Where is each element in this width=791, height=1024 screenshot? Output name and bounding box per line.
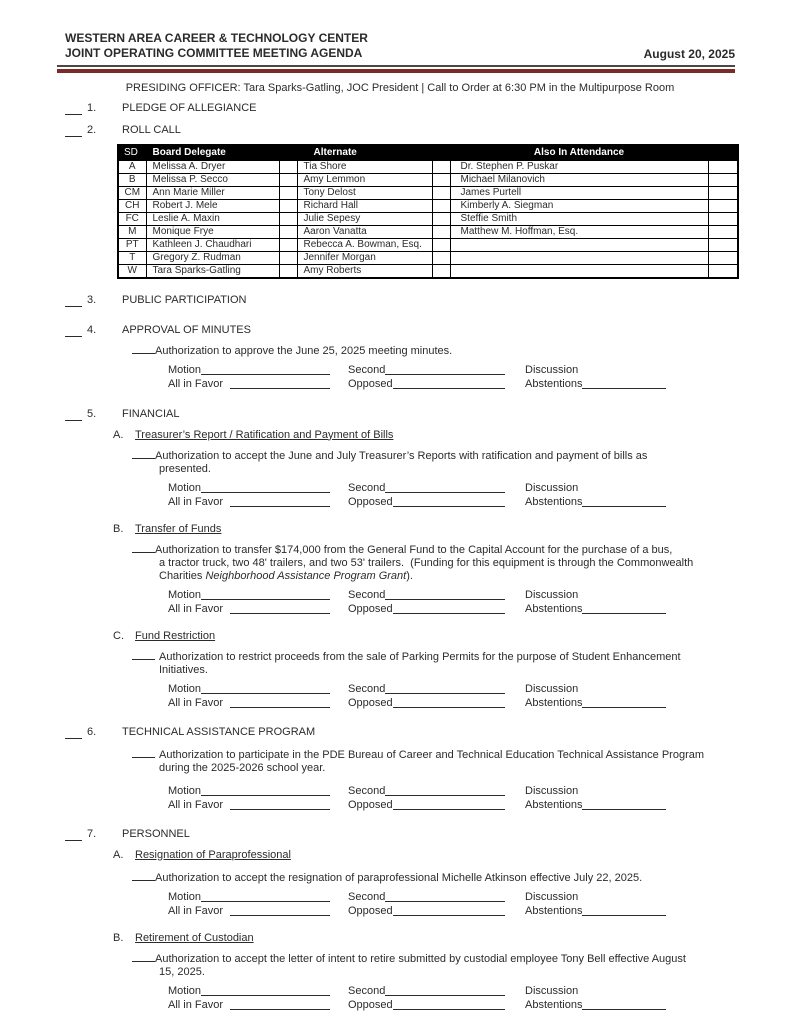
sub-item-5a xyxy=(113,429,735,442)
vote-blank-line xyxy=(132,951,155,962)
delegate-cell: Ann Marie Miller xyxy=(146,186,279,199)
sub-item-letter: B. xyxy=(113,931,124,944)
abstentions-line xyxy=(582,998,666,1010)
check-cell xyxy=(708,264,738,278)
item-number: 5. xyxy=(87,407,97,420)
check-cell xyxy=(432,225,450,238)
attendance-cell xyxy=(450,264,708,278)
check-cell xyxy=(708,186,738,199)
sub-item-title: Retirement of Custodian xyxy=(135,931,254,944)
alternate-cell: Aaron Vanatta xyxy=(297,225,432,238)
opposed-line xyxy=(393,495,505,507)
vote-blank-line xyxy=(132,343,155,354)
agenda-item-2 xyxy=(65,124,735,137)
motion-line xyxy=(201,890,330,902)
delegate-cell: Tara Sparks-Gatling xyxy=(146,264,279,278)
authorization-text: Authorization to restrict proceeds from the sale of Parking Permits for the purpose of Student Enhancement xyxy=(159,650,681,663)
check-cell xyxy=(708,212,738,225)
second-line xyxy=(385,363,505,375)
abstentions-line xyxy=(582,696,666,708)
table-row xyxy=(118,225,738,238)
opposed-label: Opposed xyxy=(348,377,393,390)
attendance-cell: Kimberly A. Siegman xyxy=(450,199,708,212)
attendance-cell: Michael Milanovich xyxy=(450,173,708,186)
check-cell xyxy=(432,186,450,199)
motion-line xyxy=(201,481,330,493)
abstentions-label: Abstentions xyxy=(525,904,583,917)
second-line xyxy=(385,682,505,694)
sd-cell: PT xyxy=(118,238,146,251)
org-title-line2: JOINT OPERATING COMMITTEE MEETING AGENDA xyxy=(65,46,363,60)
opposed-label: Opposed xyxy=(348,696,393,709)
abstentions-label: Abstentions xyxy=(525,998,583,1011)
sd-cell: FC xyxy=(118,212,146,225)
check-cell xyxy=(708,225,738,238)
motion-label: Motion xyxy=(168,784,202,797)
alternate-cell: Tony Delost xyxy=(297,186,432,199)
check-cell xyxy=(708,238,738,251)
authorization-text: Authorization to accept the June and July Treasurer’s Reports with ratification and payment of bills as xyxy=(155,449,648,462)
delegate-cell: Monique Frye xyxy=(146,225,279,238)
attendance-cell: Steffie Smith xyxy=(450,212,708,225)
sub-item-letter: A. xyxy=(113,848,124,861)
check-blank-line xyxy=(65,126,82,137)
second-label: Second xyxy=(348,682,386,695)
motion-line xyxy=(201,588,330,600)
discussion-label: Discussion xyxy=(525,588,579,601)
abstentions-label: Abstentions xyxy=(525,377,583,390)
authorization-text: presented. xyxy=(159,462,211,475)
check-blank-line xyxy=(65,326,82,337)
table-row xyxy=(118,212,738,225)
item-title: PLEDGE OF ALLEGIANCE xyxy=(122,102,257,114)
check-cell xyxy=(432,238,450,251)
item-number: 3. xyxy=(87,293,97,306)
opposed-line xyxy=(393,904,505,916)
roll-call-table xyxy=(117,144,739,279)
check-cell xyxy=(432,251,450,264)
alternate-cell: Amy Roberts xyxy=(297,264,432,278)
attendance-cell: Dr. Stephen P. Puskar xyxy=(450,160,708,173)
check-cell xyxy=(708,199,738,212)
check-cell xyxy=(279,264,297,278)
abstentions-line xyxy=(582,798,666,810)
sub-item-title: Treasurer’s Report / Ratification and Payment of Bills xyxy=(135,428,394,441)
sub-item-letter: B. xyxy=(113,522,124,535)
org-title-line1: WESTERN AREA CAREER & TECHNOLOGY CENTER xyxy=(65,31,368,45)
authorization-item-6 xyxy=(132,747,735,775)
col-header-delegate: Board Delegate xyxy=(146,145,279,160)
sub-item-7b xyxy=(113,932,735,945)
check-blank-line xyxy=(65,410,82,421)
opposed-line xyxy=(393,798,505,810)
delegate-cell: Melissa A. Dryer xyxy=(146,160,279,173)
authorization-text: during the 2025-2026 school year. xyxy=(159,761,326,774)
sd-cell: B xyxy=(118,173,146,186)
all-in-favor-line xyxy=(230,998,330,1010)
motion-line xyxy=(201,984,330,996)
check-blank-line xyxy=(65,104,82,115)
page-header xyxy=(65,31,735,61)
check-cell xyxy=(279,160,297,173)
grant-name-italic: Neighborhood Assistance Program Grant xyxy=(205,569,407,582)
check-cell xyxy=(279,225,297,238)
presiding-officer-line: PRESIDING OFFICER: Tara Sparks-Gatling, JOC President | Call to Order at 6:30 PM in the Multipurpose Room xyxy=(125,82,675,94)
item-title: TECHNICAL ASSISTANCE PROGRAM xyxy=(122,725,316,738)
second-line xyxy=(385,984,505,996)
all-in-favor-label: All in Favor xyxy=(168,798,227,811)
attendance-cell xyxy=(450,251,708,264)
vote-blank-line xyxy=(132,649,155,660)
abstentions-line xyxy=(582,495,666,507)
check-cell xyxy=(279,251,297,264)
check-col-header xyxy=(708,145,738,160)
sub-item-5c xyxy=(113,630,735,643)
attendance-cell xyxy=(450,238,708,251)
opposed-line xyxy=(393,602,505,614)
motion-block xyxy=(168,588,735,616)
authorization-item-5a xyxy=(132,448,735,476)
abstentions-label: Abstentions xyxy=(525,602,583,615)
second-label: Second xyxy=(348,481,386,494)
all-in-favor-label: All in Favor xyxy=(168,377,227,390)
all-in-favor-line xyxy=(230,377,330,389)
table-row xyxy=(118,186,738,199)
all-in-favor-line xyxy=(230,495,330,507)
authorization-text: Authorization to transfer $174,000 from the General Fund to the Capital Account for the purchase of a bus, xyxy=(155,543,673,556)
opposed-line xyxy=(393,998,505,1010)
delegate-cell: Leslie A. Maxin xyxy=(146,212,279,225)
motion-label: Motion xyxy=(168,363,202,376)
check-cell xyxy=(432,264,450,278)
attendance-cell: Matthew M. Hoffman, Esq. xyxy=(450,225,708,238)
agenda-item-7 xyxy=(65,828,735,841)
motion-label: Motion xyxy=(168,890,202,903)
motion-block xyxy=(168,481,735,509)
alternate-cell: Richard Hall xyxy=(297,199,432,212)
opposed-line xyxy=(393,696,505,708)
sd-cell: A xyxy=(118,160,146,173)
table-row xyxy=(118,160,738,173)
authorization-item-4 xyxy=(132,343,735,358)
item-title: PERSONNEL xyxy=(122,827,190,840)
discussion-label: Discussion xyxy=(525,481,579,494)
attendance-cell: James Purtell xyxy=(450,186,708,199)
opposed-line xyxy=(393,377,505,389)
abstentions-line xyxy=(582,377,666,389)
sub-item-7a xyxy=(113,849,735,862)
sd-cell: T xyxy=(118,251,146,264)
opposed-label: Opposed xyxy=(348,998,393,1011)
all-in-favor-label: All in Favor xyxy=(168,904,227,917)
authorization-text: Charities Neighborhood Assistance Program Grant). xyxy=(159,569,413,582)
divider-thick-line xyxy=(57,69,735,73)
sd-cell: CM xyxy=(118,186,146,199)
agenda-item-3 xyxy=(65,294,735,307)
second-label: Second xyxy=(348,588,386,601)
abstentions-label: Abstentions xyxy=(525,696,583,709)
second-label: Second xyxy=(348,363,386,376)
motion-line xyxy=(201,363,330,375)
second-line xyxy=(385,588,505,600)
table-row xyxy=(118,199,738,212)
col-header-attendance: Also In Attendance xyxy=(450,145,708,160)
second-line xyxy=(385,481,505,493)
discussion-label: Discussion xyxy=(525,984,579,997)
item-title: PUBLIC PARTICIPATION xyxy=(122,293,247,306)
sub-item-title: Fund Restriction xyxy=(135,629,216,642)
second-line xyxy=(385,784,505,796)
motion-label: Motion xyxy=(168,984,202,997)
meeting-date: August 20, 2025 xyxy=(643,47,735,61)
motion-label: Motion xyxy=(168,588,202,601)
discussion-label: Discussion xyxy=(525,890,579,903)
item-title: ROLL CALL xyxy=(122,124,181,136)
check-cell xyxy=(279,186,297,199)
table-header-row xyxy=(118,145,738,160)
all-in-favor-line xyxy=(230,798,330,810)
all-in-favor-line xyxy=(230,602,330,614)
check-blank-line xyxy=(65,728,82,739)
check-cell xyxy=(432,173,450,186)
all-in-favor-line xyxy=(230,696,330,708)
sd-cell: W xyxy=(118,264,146,278)
agenda-item-5 xyxy=(65,408,735,421)
sub-item-letter: C. xyxy=(113,629,124,642)
delegate-cell: Robert J. Mele xyxy=(146,199,279,212)
item-title: FINANCIAL xyxy=(122,407,180,420)
alternate-cell: Rebecca A. Bowman, Esq. xyxy=(297,238,432,251)
all-in-favor-label: All in Favor xyxy=(168,495,227,508)
vote-blank-line xyxy=(132,542,155,553)
table-row xyxy=(118,264,738,278)
second-label: Second xyxy=(348,890,386,903)
all-in-favor-label: All in Favor xyxy=(168,696,227,709)
motion-label: Motion xyxy=(168,682,202,695)
item-number: 4. xyxy=(87,323,97,336)
all-in-favor-label: All in Favor xyxy=(168,998,227,1011)
check-cell xyxy=(279,199,297,212)
check-blank-line xyxy=(65,296,82,307)
second-line xyxy=(385,890,505,902)
item-number: 6. xyxy=(87,725,97,738)
check-cell xyxy=(432,199,450,212)
agenda-item-6 xyxy=(65,726,735,739)
authorization-item-7a xyxy=(132,870,735,885)
agenda-item-1 xyxy=(65,102,735,115)
alternate-cell: Julie Sepesy xyxy=(297,212,432,225)
vote-blank-line xyxy=(132,448,155,459)
motion-block xyxy=(168,363,735,391)
check-cell xyxy=(279,238,297,251)
table-row xyxy=(118,238,738,251)
agenda-item-4 xyxy=(65,324,735,337)
item-number: 1. xyxy=(87,102,97,114)
authorization-text: Authorization to accept the letter of intent to retire submitted by custodial employee Tony Bell effective August xyxy=(155,952,686,965)
opposed-label: Opposed xyxy=(348,495,393,508)
sub-item-letter: A. xyxy=(113,428,124,441)
opposed-label: Opposed xyxy=(348,798,393,811)
sd-cell: CH xyxy=(118,199,146,212)
check-col-header xyxy=(279,145,297,160)
motion-line xyxy=(201,784,330,796)
sub-item-title: Resignation of Paraprofessional xyxy=(135,848,291,861)
table-row xyxy=(118,251,738,264)
table-row xyxy=(118,173,738,186)
sd-cell: M xyxy=(118,225,146,238)
all-in-favor-label: All in Favor xyxy=(168,602,227,615)
authorization-text: Authorization to accept the resignation of paraprofessional Michelle Atkinson effective July 22, 2025. xyxy=(155,871,643,884)
sub-item-title: Transfer of Funds xyxy=(135,522,222,535)
motion-label: Motion xyxy=(168,481,202,494)
vote-blank-line xyxy=(132,870,155,881)
check-cell xyxy=(708,160,738,173)
abstentions-label: Abstentions xyxy=(525,495,583,508)
delegate-cell: Gregory Z. Rudman xyxy=(146,251,279,264)
check-cell xyxy=(279,173,297,186)
authorization-item-5b xyxy=(132,542,735,583)
abstentions-label: Abstentions xyxy=(525,798,583,811)
discussion-label: Discussion xyxy=(525,682,579,695)
check-blank-line xyxy=(65,830,82,841)
check-cell xyxy=(432,212,450,225)
delegate-cell: Kathleen J. Chaudhari xyxy=(146,238,279,251)
item-title: APPROVAL OF MINUTES xyxy=(122,323,251,336)
vote-blank-line xyxy=(132,747,155,758)
opposed-label: Opposed xyxy=(348,904,393,917)
opposed-label: Opposed xyxy=(348,602,393,615)
second-label: Second xyxy=(348,784,386,797)
motion-line xyxy=(201,682,330,694)
discussion-label: Discussion xyxy=(525,363,579,376)
abstentions-line xyxy=(582,904,666,916)
col-header-alternate: Alternate xyxy=(297,145,432,160)
header-divider xyxy=(57,65,735,73)
all-in-favor-line xyxy=(230,904,330,916)
authorization-text: Authorization to approve the June 25, 2025 meeting minutes. xyxy=(155,344,453,357)
check-cell xyxy=(279,212,297,225)
motion-block xyxy=(168,984,735,1012)
motion-block xyxy=(168,784,735,812)
check-cell xyxy=(708,251,738,264)
org-title xyxy=(65,31,368,61)
alternate-cell: Jennifer Morgan xyxy=(297,251,432,264)
motion-block xyxy=(168,890,735,918)
authorization-item-5c xyxy=(132,649,735,677)
authorization-text: Authorization to participate in the PDE Bureau of Career and Technical Education Technical Assistance Program xyxy=(159,748,705,761)
delegate-cell: Melissa P. Secco xyxy=(146,173,279,186)
authorization-item-7b xyxy=(132,951,735,979)
motion-block xyxy=(168,682,735,710)
discussion-label: Discussion xyxy=(525,784,579,797)
check-cell xyxy=(708,173,738,186)
check-cell xyxy=(432,160,450,173)
check-col-header xyxy=(432,145,450,160)
col-header-sd: SD xyxy=(118,145,146,160)
alternate-cell: Tia Shore xyxy=(297,160,432,173)
alternate-cell: Amy Lemmon xyxy=(297,173,432,186)
authorization-text: 15, 2025. xyxy=(159,965,205,978)
second-label: Second xyxy=(348,984,386,997)
item-number: 2. xyxy=(87,124,97,136)
authorization-text: Initiatives. xyxy=(159,663,208,676)
abstentions-line xyxy=(582,602,666,614)
item-number: 7. xyxy=(87,827,97,840)
sub-item-5b xyxy=(113,523,735,536)
authorization-text: a tractor truck, two 48' trailers, and two 53' trailers. (Funding for this equipment is through the Commonwealth xyxy=(159,556,694,569)
